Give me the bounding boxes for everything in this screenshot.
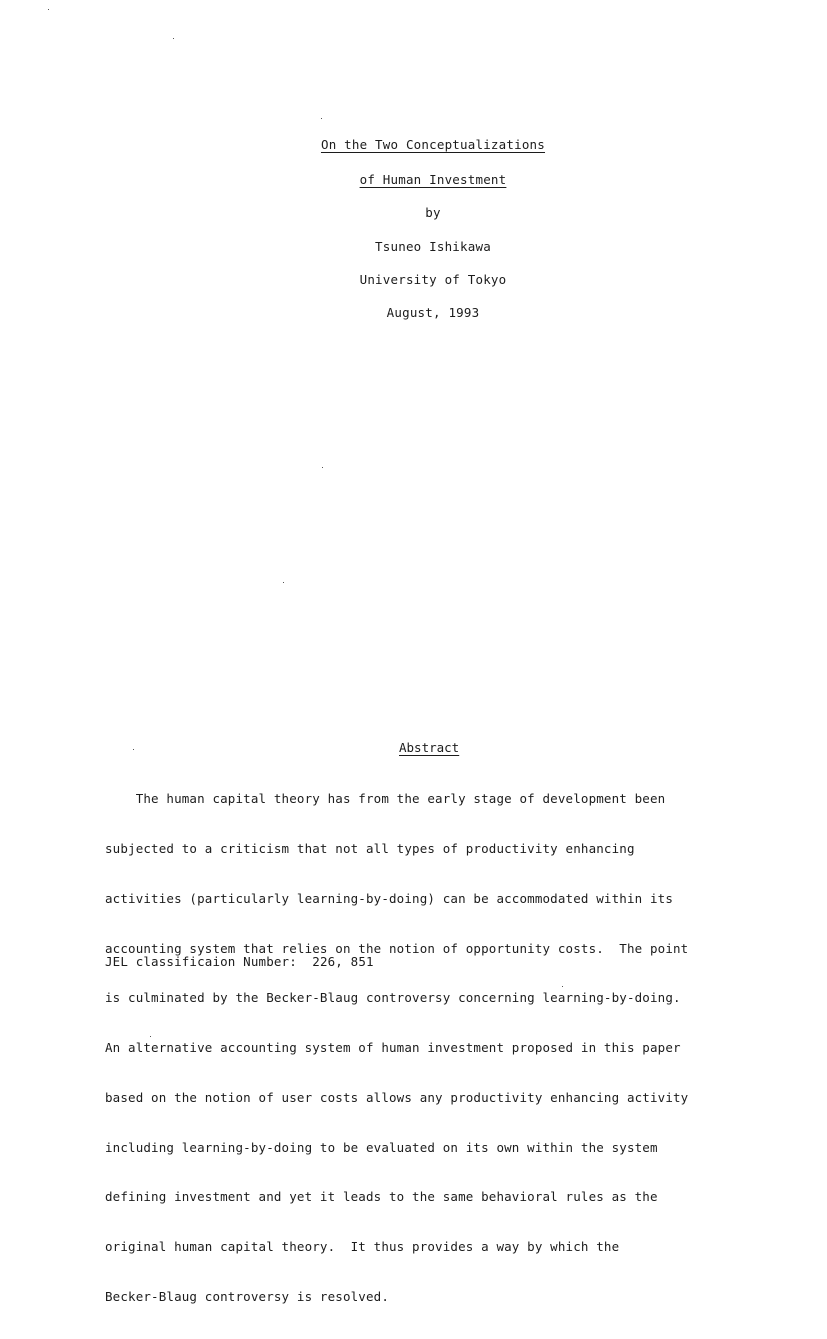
title-text-1: On the Two Conceptualizations bbox=[320, 137, 546, 152]
scan-speck bbox=[562, 986, 563, 987]
jel-label: JEL classificaion Number: bbox=[105, 954, 297, 969]
abstract-body bbox=[105, 758, 745, 1339]
scan-speck bbox=[283, 582, 284, 583]
jel-value: 226, 851 bbox=[312, 954, 374, 969]
abstract-line: The human capital theory has from the early stage of development been bbox=[105, 791, 666, 807]
abstract-line: Becker-Blaug controversy is resolved. bbox=[105, 1289, 389, 1304]
abstract-line: activities (particularly learning-by-doing) can be accommodated within its bbox=[105, 890, 673, 906]
abstract-line: based on the notion of user costs allows any productivity enhancing activity bbox=[105, 1089, 689, 1105]
title-text-2: of Human Investment bbox=[359, 172, 507, 187]
author-name: Tsuneo Ishikawa bbox=[375, 239, 491, 254]
scan-speck bbox=[150, 1036, 151, 1037]
scan-speck bbox=[321, 118, 322, 119]
paper-title-line-2 bbox=[0, 172, 827, 187]
abstract-line: accounting system that relies on the notion of opportunity costs. The point bbox=[105, 940, 689, 956]
abstract-line: subjected to a criticism that not all types of productivity enhancing bbox=[105, 840, 635, 856]
paper-title-line-1 bbox=[0, 137, 827, 152]
publication-date: August, 1993 bbox=[386, 305, 480, 320]
by-line: by bbox=[425, 205, 441, 220]
scan-speck bbox=[322, 467, 323, 468]
abstract-line: original human capital theory. It thus provides a way by which the bbox=[105, 1239, 620, 1255]
abstract-line: defining investment and yet it leads to the same behavioral rules as the bbox=[105, 1189, 658, 1205]
jel-classification bbox=[105, 954, 374, 969]
abstract-line: including learning-by-doing to be evaluated on its own within the system bbox=[105, 1139, 658, 1155]
abstract-line: is culminated by the Becker-Blaug controversy concerning learning-by-doing. bbox=[105, 990, 681, 1006]
scan-speck bbox=[48, 9, 49, 10]
author-affiliation: University of Tokyo bbox=[359, 272, 507, 287]
abstract-line: An alternative accounting system of human investment proposed in this paper bbox=[105, 1040, 681, 1056]
scan-speck bbox=[173, 38, 174, 39]
abstract-heading: Abstract bbox=[399, 740, 460, 755]
scan-speck bbox=[133, 749, 134, 750]
